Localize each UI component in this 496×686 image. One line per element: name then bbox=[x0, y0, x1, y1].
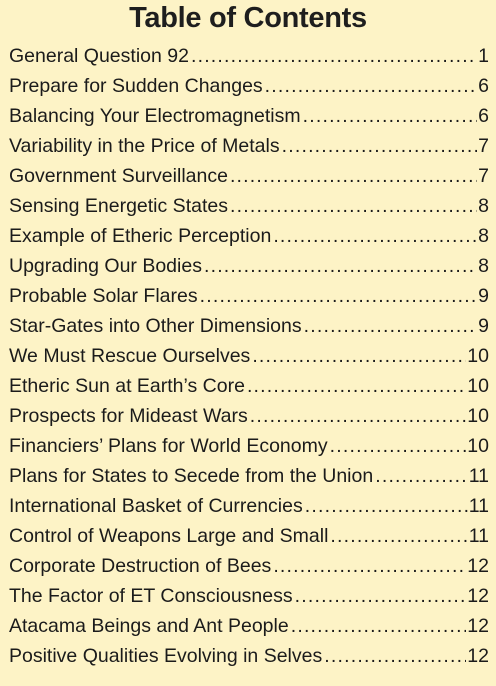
toc-entry-title: Control of Weapons Large and Small bbox=[9, 525, 329, 547]
toc-entry-title: Variability in the Price of Metals bbox=[9, 135, 280, 157]
toc-entry-title: Plans for States to Secede from the Union bbox=[9, 465, 374, 487]
toc-entry[interactable] bbox=[9, 581, 489, 611]
dot-leader bbox=[282, 131, 478, 161]
toc-entry-page-number: 8 bbox=[478, 195, 489, 217]
toc-entry-title: Example of Etheric Perception bbox=[9, 225, 272, 247]
toc-entry-page-number: 12 bbox=[467, 585, 489, 607]
page-title: Table of Contents bbox=[129, 2, 367, 34]
toc-entry-title: Star-Gates into Other Dimensions bbox=[9, 315, 302, 337]
dot-leader bbox=[324, 641, 466, 671]
toc-entry-page-number: 12 bbox=[467, 615, 489, 637]
toc-entry[interactable] bbox=[9, 431, 489, 461]
toc-entry[interactable] bbox=[9, 161, 489, 191]
toc-entry-title: Probable Solar Flares bbox=[9, 285, 198, 307]
toc-entry[interactable] bbox=[9, 251, 489, 281]
toc-entry-title: Sensing Energetic States bbox=[9, 195, 228, 217]
toc-entry-title: We Must Rescue Ourselves bbox=[9, 345, 251, 367]
toc-entry-page-number: 10 bbox=[467, 435, 489, 457]
toc-entry[interactable] bbox=[9, 611, 489, 641]
dot-leader bbox=[191, 41, 477, 71]
toc-entry-title: Prospects for Mideast Wars bbox=[9, 405, 248, 427]
toc-entry-page-number: 6 bbox=[478, 75, 489, 97]
toc-entry[interactable] bbox=[9, 71, 489, 101]
toc-entry[interactable] bbox=[9, 311, 489, 341]
toc-entry-page-number: 10 bbox=[467, 345, 489, 367]
toc-entry[interactable] bbox=[9, 191, 489, 221]
toc-entry[interactable] bbox=[9, 371, 489, 401]
dot-leader bbox=[375, 461, 468, 491]
dot-leader bbox=[200, 281, 478, 311]
toc-entry-page-number: 8 bbox=[478, 255, 489, 277]
toc-entry[interactable] bbox=[9, 101, 489, 131]
toc-entry[interactable] bbox=[9, 131, 489, 161]
toc-entry-title: Etheric Sun at Earth’s Core bbox=[9, 375, 245, 397]
toc-list bbox=[9, 41, 489, 671]
toc-entry-page-number: 9 bbox=[478, 315, 489, 337]
toc-entry-page-number: 9 bbox=[478, 285, 489, 307]
toc-entry[interactable] bbox=[9, 221, 489, 251]
toc-entry[interactable] bbox=[9, 281, 489, 311]
dot-leader bbox=[295, 581, 467, 611]
dot-leader bbox=[230, 161, 477, 191]
toc-entry[interactable] bbox=[9, 401, 489, 431]
toc-entry-page-number: 11 bbox=[468, 525, 489, 547]
toc-entry-page-number: 11 bbox=[468, 465, 489, 487]
toc-entry-title: Prepare for Sudden Changes bbox=[9, 75, 263, 97]
toc-entry-page-number: 11 bbox=[468, 495, 489, 517]
toc-entry-title: Government Surveillance bbox=[9, 165, 228, 187]
toc-entry-page-number: 1 bbox=[478, 45, 489, 67]
toc-entry[interactable] bbox=[9, 461, 489, 491]
toc-entry-title: Positive Qualities Evolving in Selves bbox=[9, 645, 323, 667]
toc-entry-title: Financiers’ Plans for World Economy bbox=[9, 435, 328, 457]
toc-entry[interactable] bbox=[9, 521, 489, 551]
dot-leader bbox=[252, 341, 466, 371]
toc-entry-title: Corporate Destruction of Bees bbox=[9, 555, 272, 577]
dot-leader bbox=[291, 611, 467, 641]
toc-entry-page-number: 12 bbox=[467, 555, 489, 577]
toc-entry[interactable] bbox=[9, 641, 489, 671]
dot-leader bbox=[265, 71, 477, 101]
toc-entry-title: Atacama Beings and Ant People bbox=[9, 615, 289, 637]
dot-leader bbox=[204, 251, 477, 281]
toc-entry-title: General Question 92 bbox=[9, 45, 189, 67]
dot-leader bbox=[247, 371, 466, 401]
dot-leader bbox=[303, 101, 478, 131]
dot-leader bbox=[304, 311, 478, 341]
dot-leader bbox=[273, 221, 477, 251]
toc-entry-page-number: 6 bbox=[478, 105, 489, 127]
toc-entry[interactable] bbox=[9, 41, 489, 71]
toc-entry-page-number: 7 bbox=[478, 135, 489, 157]
toc-entry-page-number: 10 bbox=[467, 405, 489, 427]
toc-entry-title: International Basket of Currencies bbox=[9, 495, 303, 517]
dot-leader bbox=[250, 401, 467, 431]
dot-leader bbox=[230, 191, 477, 221]
toc-entry-page-number: 12 bbox=[467, 645, 489, 667]
toc-entry-page-number: 8 bbox=[478, 225, 489, 247]
toc-entry-title: Upgrading Our Bodies bbox=[9, 255, 202, 277]
toc-entry-page-number: 7 bbox=[478, 165, 489, 187]
toc-entry-title: Balancing Your Electromagnetism bbox=[9, 105, 301, 127]
dot-leader bbox=[305, 491, 468, 521]
toc-entry[interactable] bbox=[9, 491, 489, 521]
dot-leader bbox=[330, 521, 467, 551]
dot-leader bbox=[273, 551, 466, 581]
dot-leader bbox=[330, 431, 467, 461]
toc-entry-title: The Factor of ET Consciousness bbox=[9, 585, 293, 607]
toc-entry[interactable] bbox=[9, 551, 489, 581]
toc-entry-page-number: 10 bbox=[467, 375, 489, 397]
toc-entry[interactable] bbox=[9, 341, 489, 371]
